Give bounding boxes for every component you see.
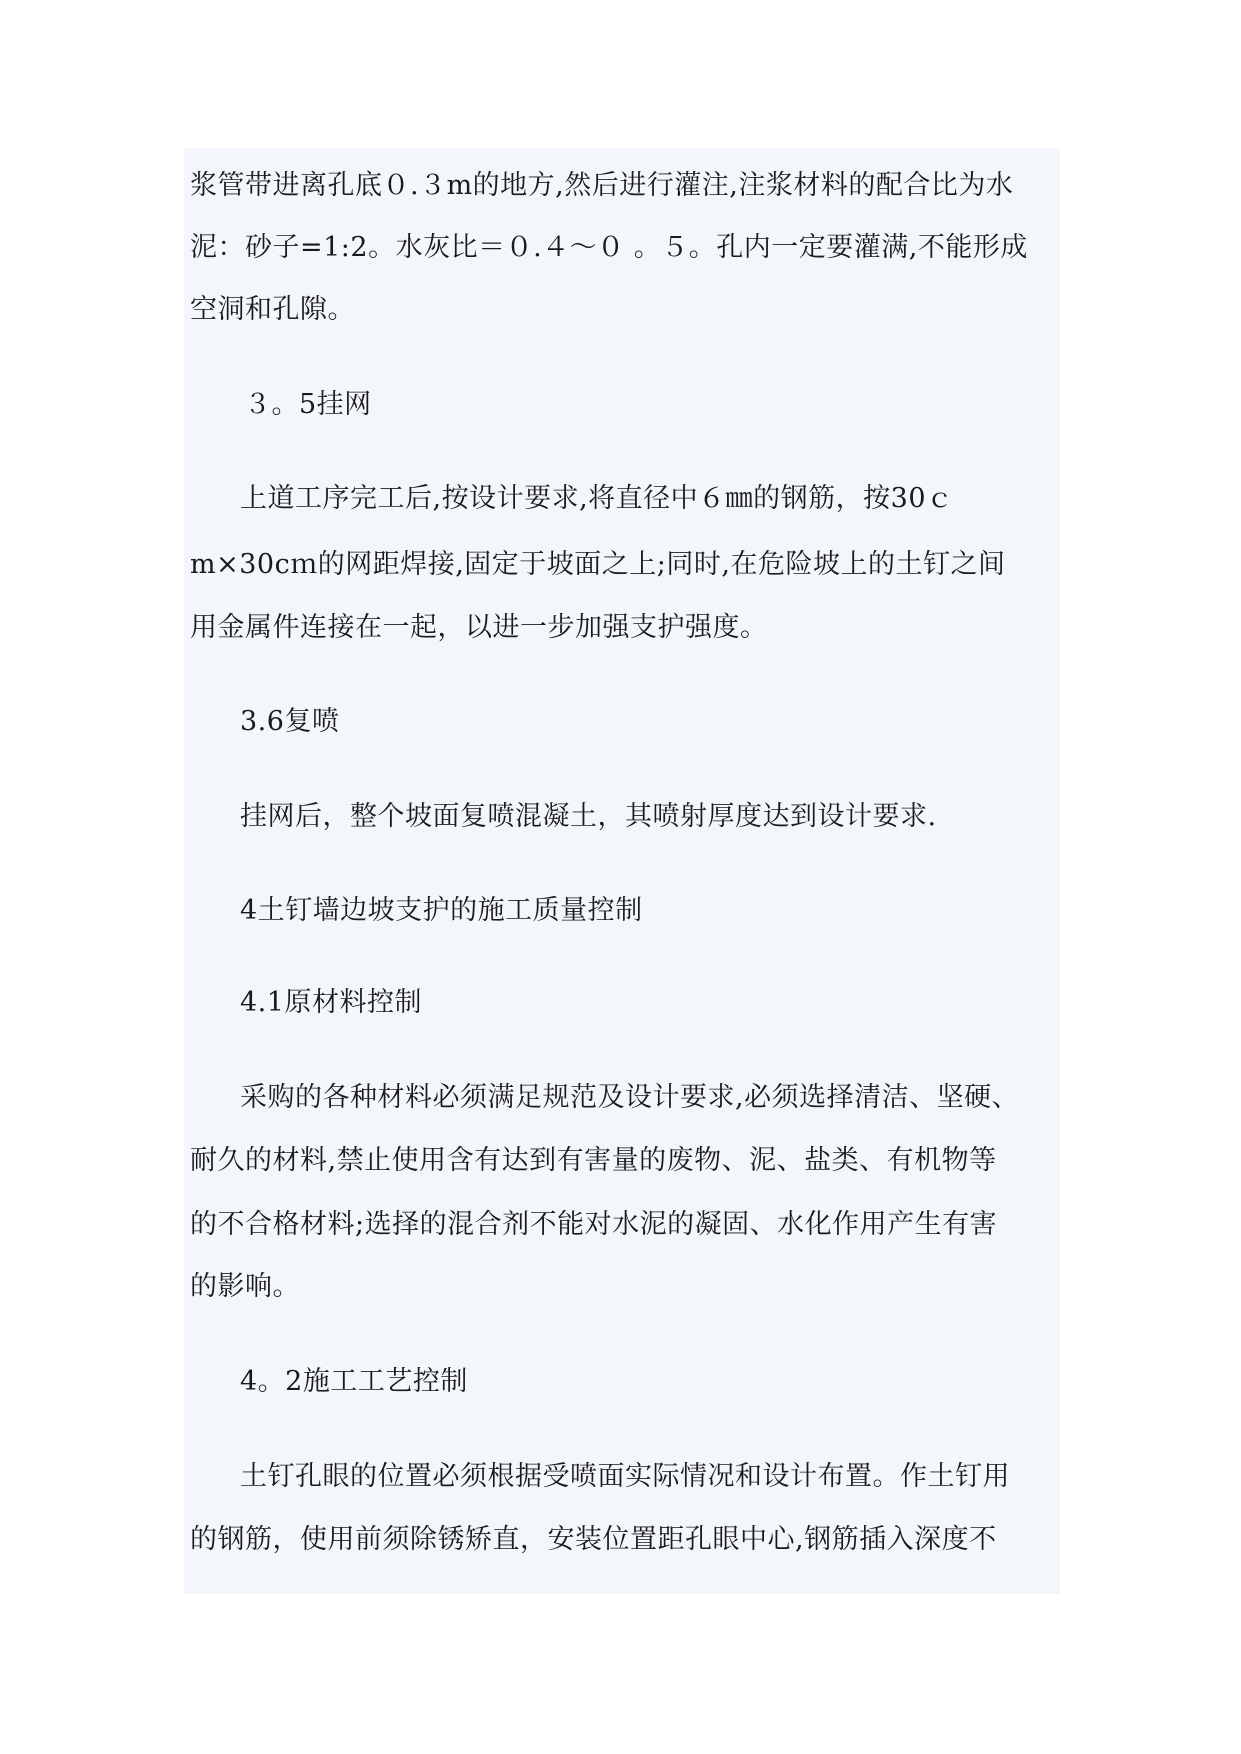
section-heading-3-6: 3.6复喷 (240, 706, 340, 737)
paragraph-line: 泥：砂子=1:2。水灰比＝０.４～０ 。５。孔内一定要灌满,不能形成 (190, 232, 1028, 263)
paragraph-line: 空洞和孔隙。 (190, 294, 355, 325)
paragraph-line: 用金属件连接在一起，以进一步加强支护强度。 (190, 612, 768, 643)
paragraph-line: 的影响。 (190, 1271, 300, 1302)
paragraph-line: m×30cｍ的网距焊接,固定于坡面之上;同时,在危险坡上的土钉之间 (190, 549, 1006, 580)
paragraph-line: 的钢筋，使用前须除锈矫直，安装位置距孔眼中心,钢筋插入深度不 (190, 1524, 997, 1555)
paragraph-line: 浆管带进离孔底０.３m的地方,然后进行灌注,注浆材料的配合比为水 (190, 170, 1014, 201)
section-heading-3-5: ３。5挂网 (244, 389, 372, 420)
section-heading-4-2: 4。2施工工艺控制 (240, 1366, 468, 1397)
section-heading-4-1: 4.1原材料控制 (240, 987, 422, 1018)
paragraph-line: 采购的各种材料必须满足规范及设计要求,必须选择清洁、坚硬、 (240, 1082, 1020, 1113)
paragraph-line: 土钉孔眼的位置必须根据受喷面实际情况和设计布置。作土钉用 (240, 1461, 1010, 1492)
paragraph-line: 上道工序完工后,按设计要求,将直径中６㎜的钢筋，按30ｃ (240, 483, 954, 514)
paragraph-line: 耐久的材料,禁止使用含有达到有害量的废物、泥、盐类、有机物等 (190, 1145, 997, 1176)
paragraph-line: 挂网后，整个坡面复喷混凝土，其喷射厚度达到设计要求. (240, 801, 937, 832)
section-heading-4: 4土钉墙边坡支护的施工质量控制 (240, 895, 643, 926)
paragraph-line: 的不合格材料;选择的混合剂不能对水泥的凝固、水化作用产生有害 (190, 1209, 998, 1240)
